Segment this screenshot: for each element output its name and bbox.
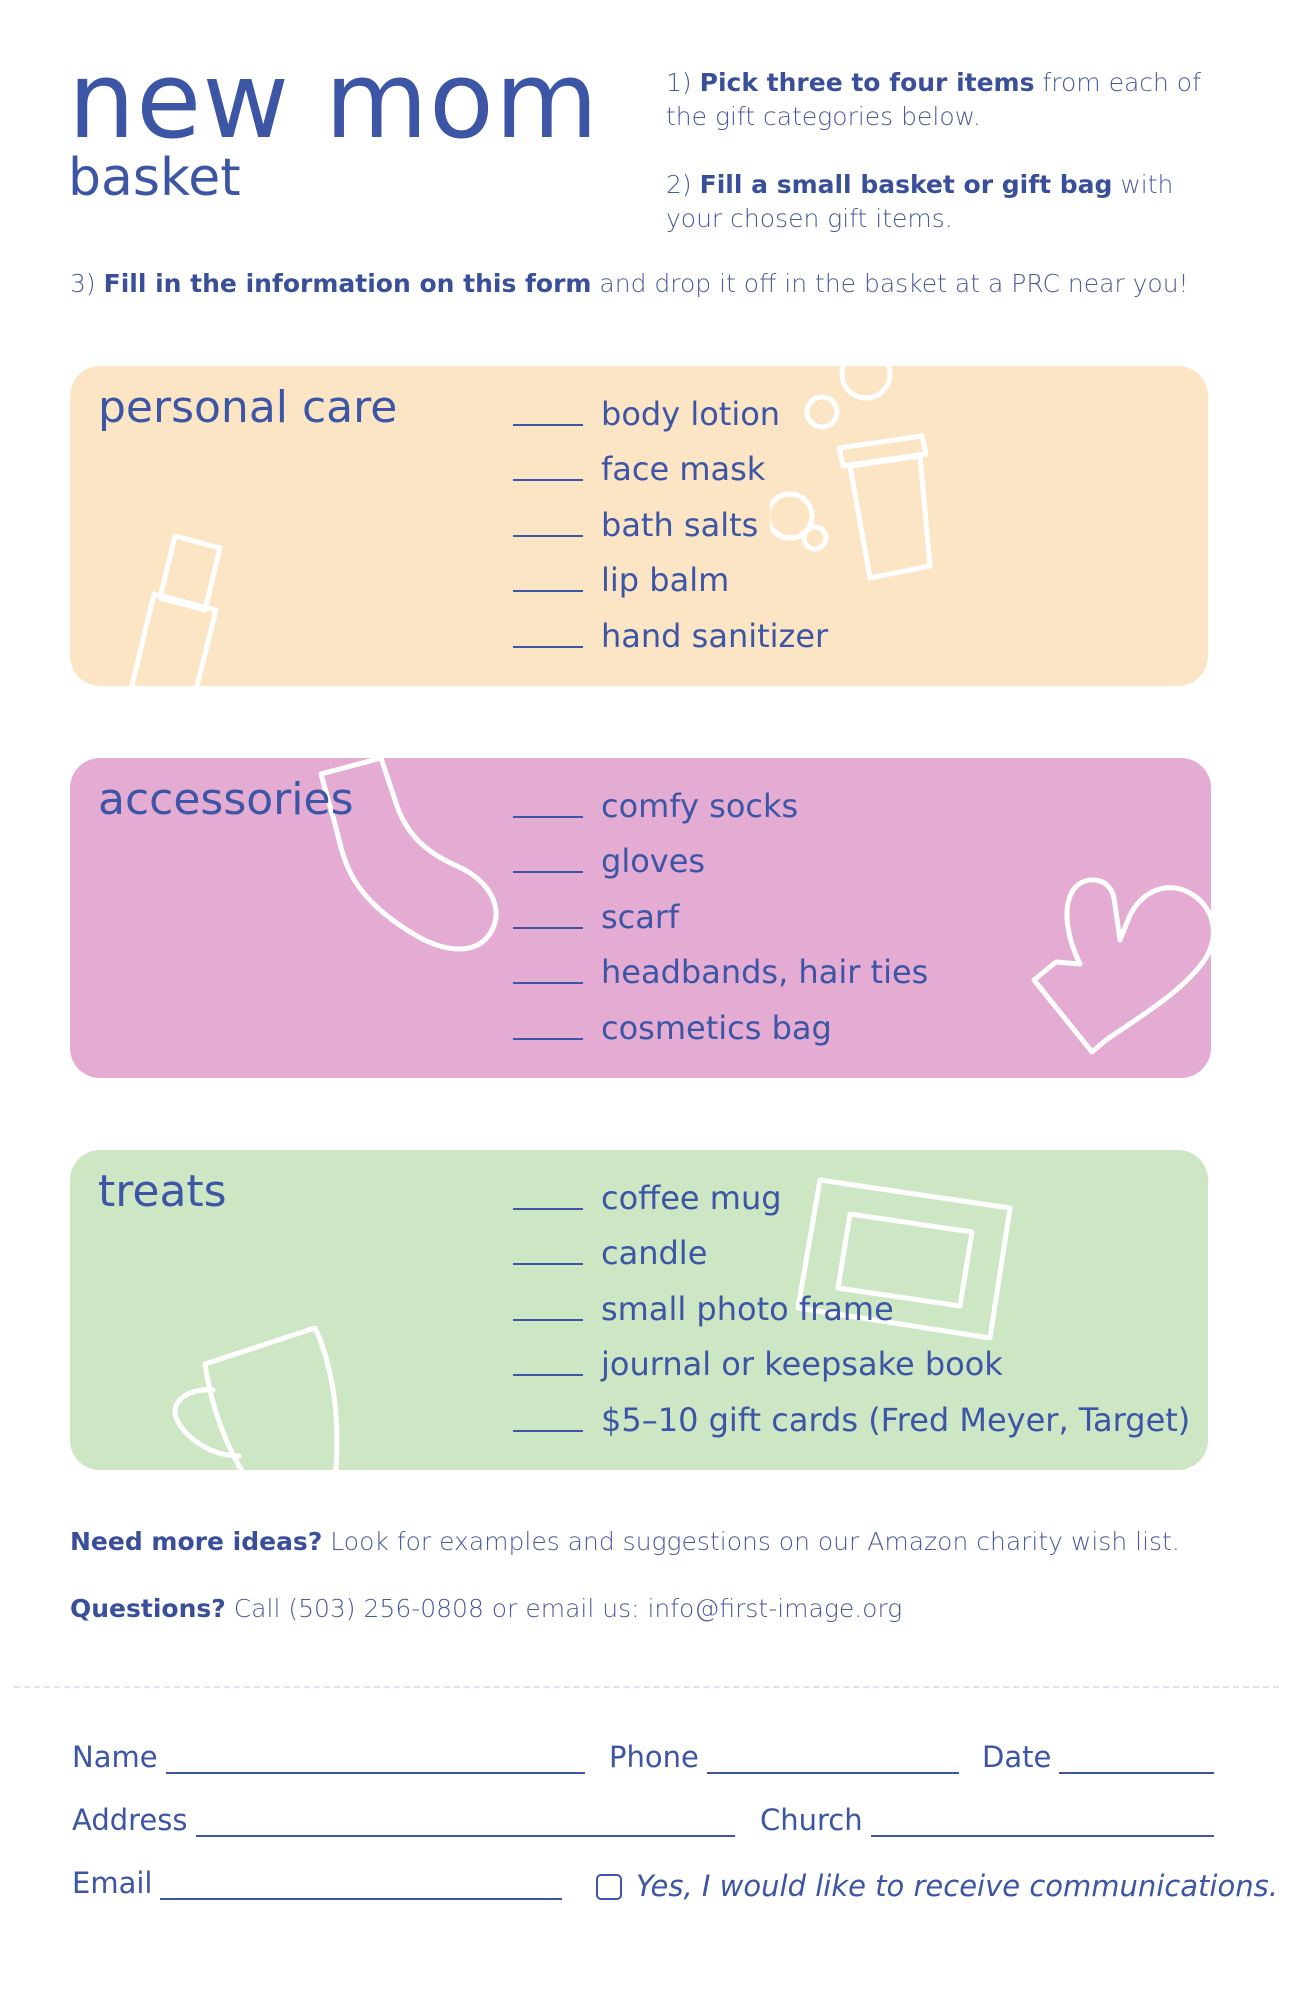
note-text: Call (503) 256-0808 or email us: info@first-image.org [233, 1594, 903, 1623]
page-subtitle: basket [68, 148, 241, 208]
note-text: Look for examples and suggestions on our Amazon charity wish list. [330, 1527, 1180, 1556]
checkoff-blank[interactable] [513, 1297, 583, 1321]
field-label: Email [72, 1866, 153, 1900]
lip-balm-icon [120, 516, 270, 686]
personal-care-panel [70, 366, 1208, 686]
category-title: accessories [98, 774, 354, 825]
item-list [513, 1170, 1190, 1448]
list-item: cosmetics bag [513, 1000, 928, 1056]
checkoff-blank[interactable] [513, 849, 583, 873]
step-text: from each of the gift categories below. [666, 68, 1201, 131]
address-field[interactable] [72, 1803, 735, 1837]
checkoff-blank[interactable] [513, 794, 583, 818]
step-emphasis: Fill in the information on this form [103, 269, 592, 298]
email-field[interactable] [72, 1866, 562, 1900]
field-label: Phone [609, 1740, 699, 1774]
list-item: bath salts [513, 497, 828, 553]
checkoff-blank[interactable] [513, 1241, 583, 1265]
questions-note [70, 1594, 902, 1623]
communications-checkbox[interactable] [596, 1874, 622, 1900]
list-item: $5–10 gift cards (Fred Meyer, Target) [513, 1392, 1190, 1448]
item-list [513, 386, 828, 664]
list-item: scarf [513, 889, 928, 945]
instruction-step-3 [70, 267, 1250, 301]
list-item: face mask [513, 442, 828, 498]
cut-line-divider [14, 1686, 1279, 1688]
page-title: new mom [68, 39, 600, 162]
accessories-panel [70, 758, 1211, 1078]
checkoff-blank[interactable] [513, 568, 583, 592]
address-input-line[interactable] [196, 1805, 736, 1837]
coffee-mug-icon [165, 1310, 355, 1470]
list-item: comfy socks [513, 778, 928, 834]
checkoff-blank[interactable] [513, 960, 583, 984]
list-item: body lotion [513, 386, 828, 442]
checkoff-blank[interactable] [513, 402, 583, 426]
list-item: coffee mug [513, 1170, 1190, 1226]
treats-panel [70, 1150, 1208, 1470]
note-emphasis: Questions? [70, 1594, 226, 1623]
note-emphasis: Need more ideas? [70, 1527, 323, 1556]
list-item: hand sanitizer [513, 608, 828, 664]
step-text: with your chosen gift items. [666, 170, 1174, 233]
date-input-line[interactable] [1059, 1742, 1214, 1774]
item-list [513, 778, 928, 1056]
name-input-line[interactable] [166, 1742, 585, 1774]
checkoff-blank[interactable] [513, 1186, 583, 1210]
list-item: gloves [513, 834, 928, 890]
checkoff-blank[interactable] [513, 905, 583, 929]
phone-input-line[interactable] [707, 1742, 959, 1774]
list-item: journal or keepsake book [513, 1337, 1190, 1393]
field-label: Address [72, 1803, 188, 1837]
field-label: Name [72, 1740, 158, 1774]
email-input-line[interactable] [160, 1868, 562, 1900]
church-field[interactable] [760, 1803, 1214, 1837]
step-emphasis: Pick three to four items [699, 68, 1035, 97]
phone-field[interactable] [609, 1740, 959, 1774]
checkoff-blank[interactable] [513, 1016, 583, 1040]
step-number: 3) [70, 269, 96, 298]
checkoff-blank[interactable] [513, 624, 583, 648]
checkoff-blank[interactable] [513, 513, 583, 537]
list-item: headbands, hair ties [513, 945, 928, 1001]
church-input-line[interactable] [871, 1805, 1214, 1837]
category-title: treats [98, 1166, 227, 1217]
communications-optin-label: Yes, I would like to receive communications. [636, 1869, 1278, 1903]
step-emphasis: Fill a small basket or gift bag [699, 170, 1113, 199]
field-label: Church [760, 1803, 863, 1837]
list-item: small photo frame [513, 1281, 1190, 1337]
instruction-step-2 [666, 168, 1226, 236]
date-field[interactable] [982, 1740, 1214, 1774]
checkoff-blank[interactable] [513, 1352, 583, 1376]
checkoff-blank[interactable] [513, 457, 583, 481]
checkoff-blank[interactable] [513, 1408, 583, 1432]
list-item: lip balm [513, 553, 828, 609]
category-title: personal care [98, 382, 398, 433]
more-ideas-note [70, 1527, 1180, 1556]
instruction-step-1 [666, 66, 1226, 134]
list-item: candle [513, 1226, 1190, 1282]
field-label: Date [982, 1740, 1052, 1774]
name-field[interactable] [72, 1740, 585, 1774]
step-text: and drop it off in the basket at a PRC near you! [599, 269, 1189, 298]
step-number: 2) [666, 170, 692, 199]
mitten-icon [1020, 858, 1211, 1068]
step-number: 1) [666, 68, 692, 97]
